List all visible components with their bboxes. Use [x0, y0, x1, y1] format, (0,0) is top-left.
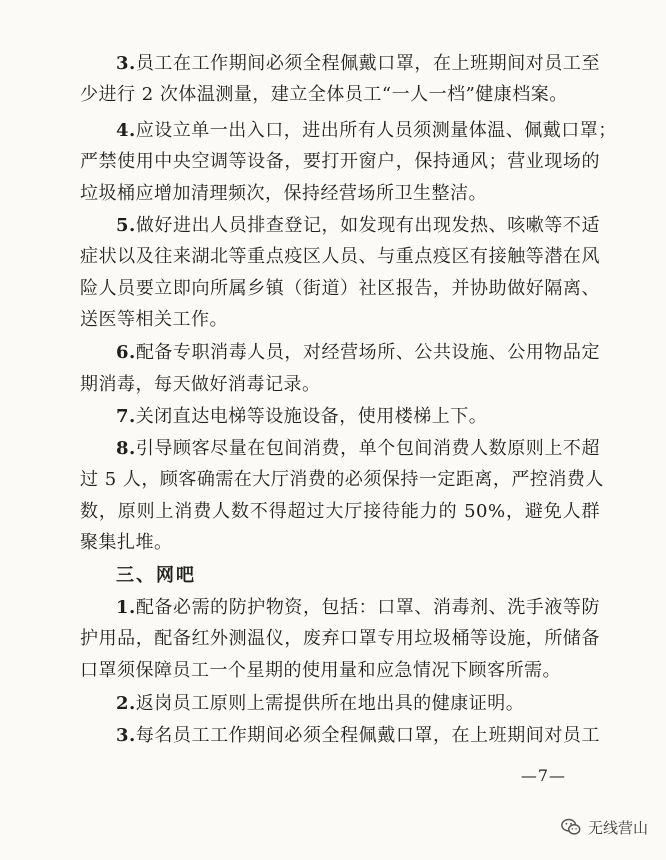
watermark: [560, 816, 648, 838]
watermark-text: 无线营山: [587, 818, 648, 837]
para-line: 4.应设立单一出入口，进出所有人员须测量体温、佩戴口罩；: [116, 120, 617, 141]
para-line: 数，原则上消费人数不得超过大厅接待能力的 50%，避免人群: [80, 501, 600, 522]
para-line: 7.关闭直达电梯等设施设备，使用楼梯上下。: [116, 406, 488, 427]
para-line: 3.员工在工作期间必须全程佩戴口罩，在上班期间对员工至: [116, 53, 600, 74]
section-heading: 三、网吧: [116, 565, 196, 586]
para-line: 口罩须保障员工一个星期的使用量和应急情况下顾客所需。: [80, 660, 561, 681]
para-line: 护用品，配备红外测温仪，废弃口罩专用垃圾桶等设施，所储备: [80, 628, 600, 649]
para-line: 2.返岗员工原则上需提供所在地出具的健康证明。: [116, 693, 525, 714]
para-line: 聚集扎堆。: [80, 532, 173, 553]
para-line: 6.配备专职消毒人员，对经营场所、公共设施、公用物品定: [116, 342, 600, 363]
para-line: 3.每名员工工作期间必须全程佩戴口罩，在上班期间对员工: [116, 725, 600, 746]
para-line: 症状以及往来湖北等重点疫区人员、与重点疫区有接触等潜在风: [80, 246, 600, 267]
para-line: 严禁使用中央空调等设备，要打开窗户，保持通风；营业现场的: [80, 151, 600, 172]
para-line: 1.配备必需的防护物资，包括：口罩、消毒剂、洗手液等防: [116, 597, 600, 618]
page-number: —7—: [520, 766, 566, 785]
para-line: 过 5 人，顾客确需在大厅消费的必须保持一定距离，严控消费人: [80, 469, 604, 490]
para-line: 送医等相关工作。: [80, 309, 228, 330]
para-line: 8.引导顾客尽量在包间消费，单个包间消费人数原则上不超: [116, 438, 600, 459]
para-line: 5.做好进出人员排查登记，如发现有出现发热、咳嗽等不适: [116, 215, 600, 236]
para-line: 垃圾桶应增加清理频次，保持经营场所卫生整洁。: [80, 183, 487, 204]
para-line: 险人员要立即向所属乡镇（街道）社区报告，并协助做好隔离、: [80, 278, 600, 299]
wechat-icon: [560, 816, 582, 838]
para-line: 期消毒，每天做好消毒记录。: [80, 374, 321, 395]
para-line: 少进行 2 次体温测量，建立全体员工“一人一档”健康档案。: [80, 84, 568, 105]
